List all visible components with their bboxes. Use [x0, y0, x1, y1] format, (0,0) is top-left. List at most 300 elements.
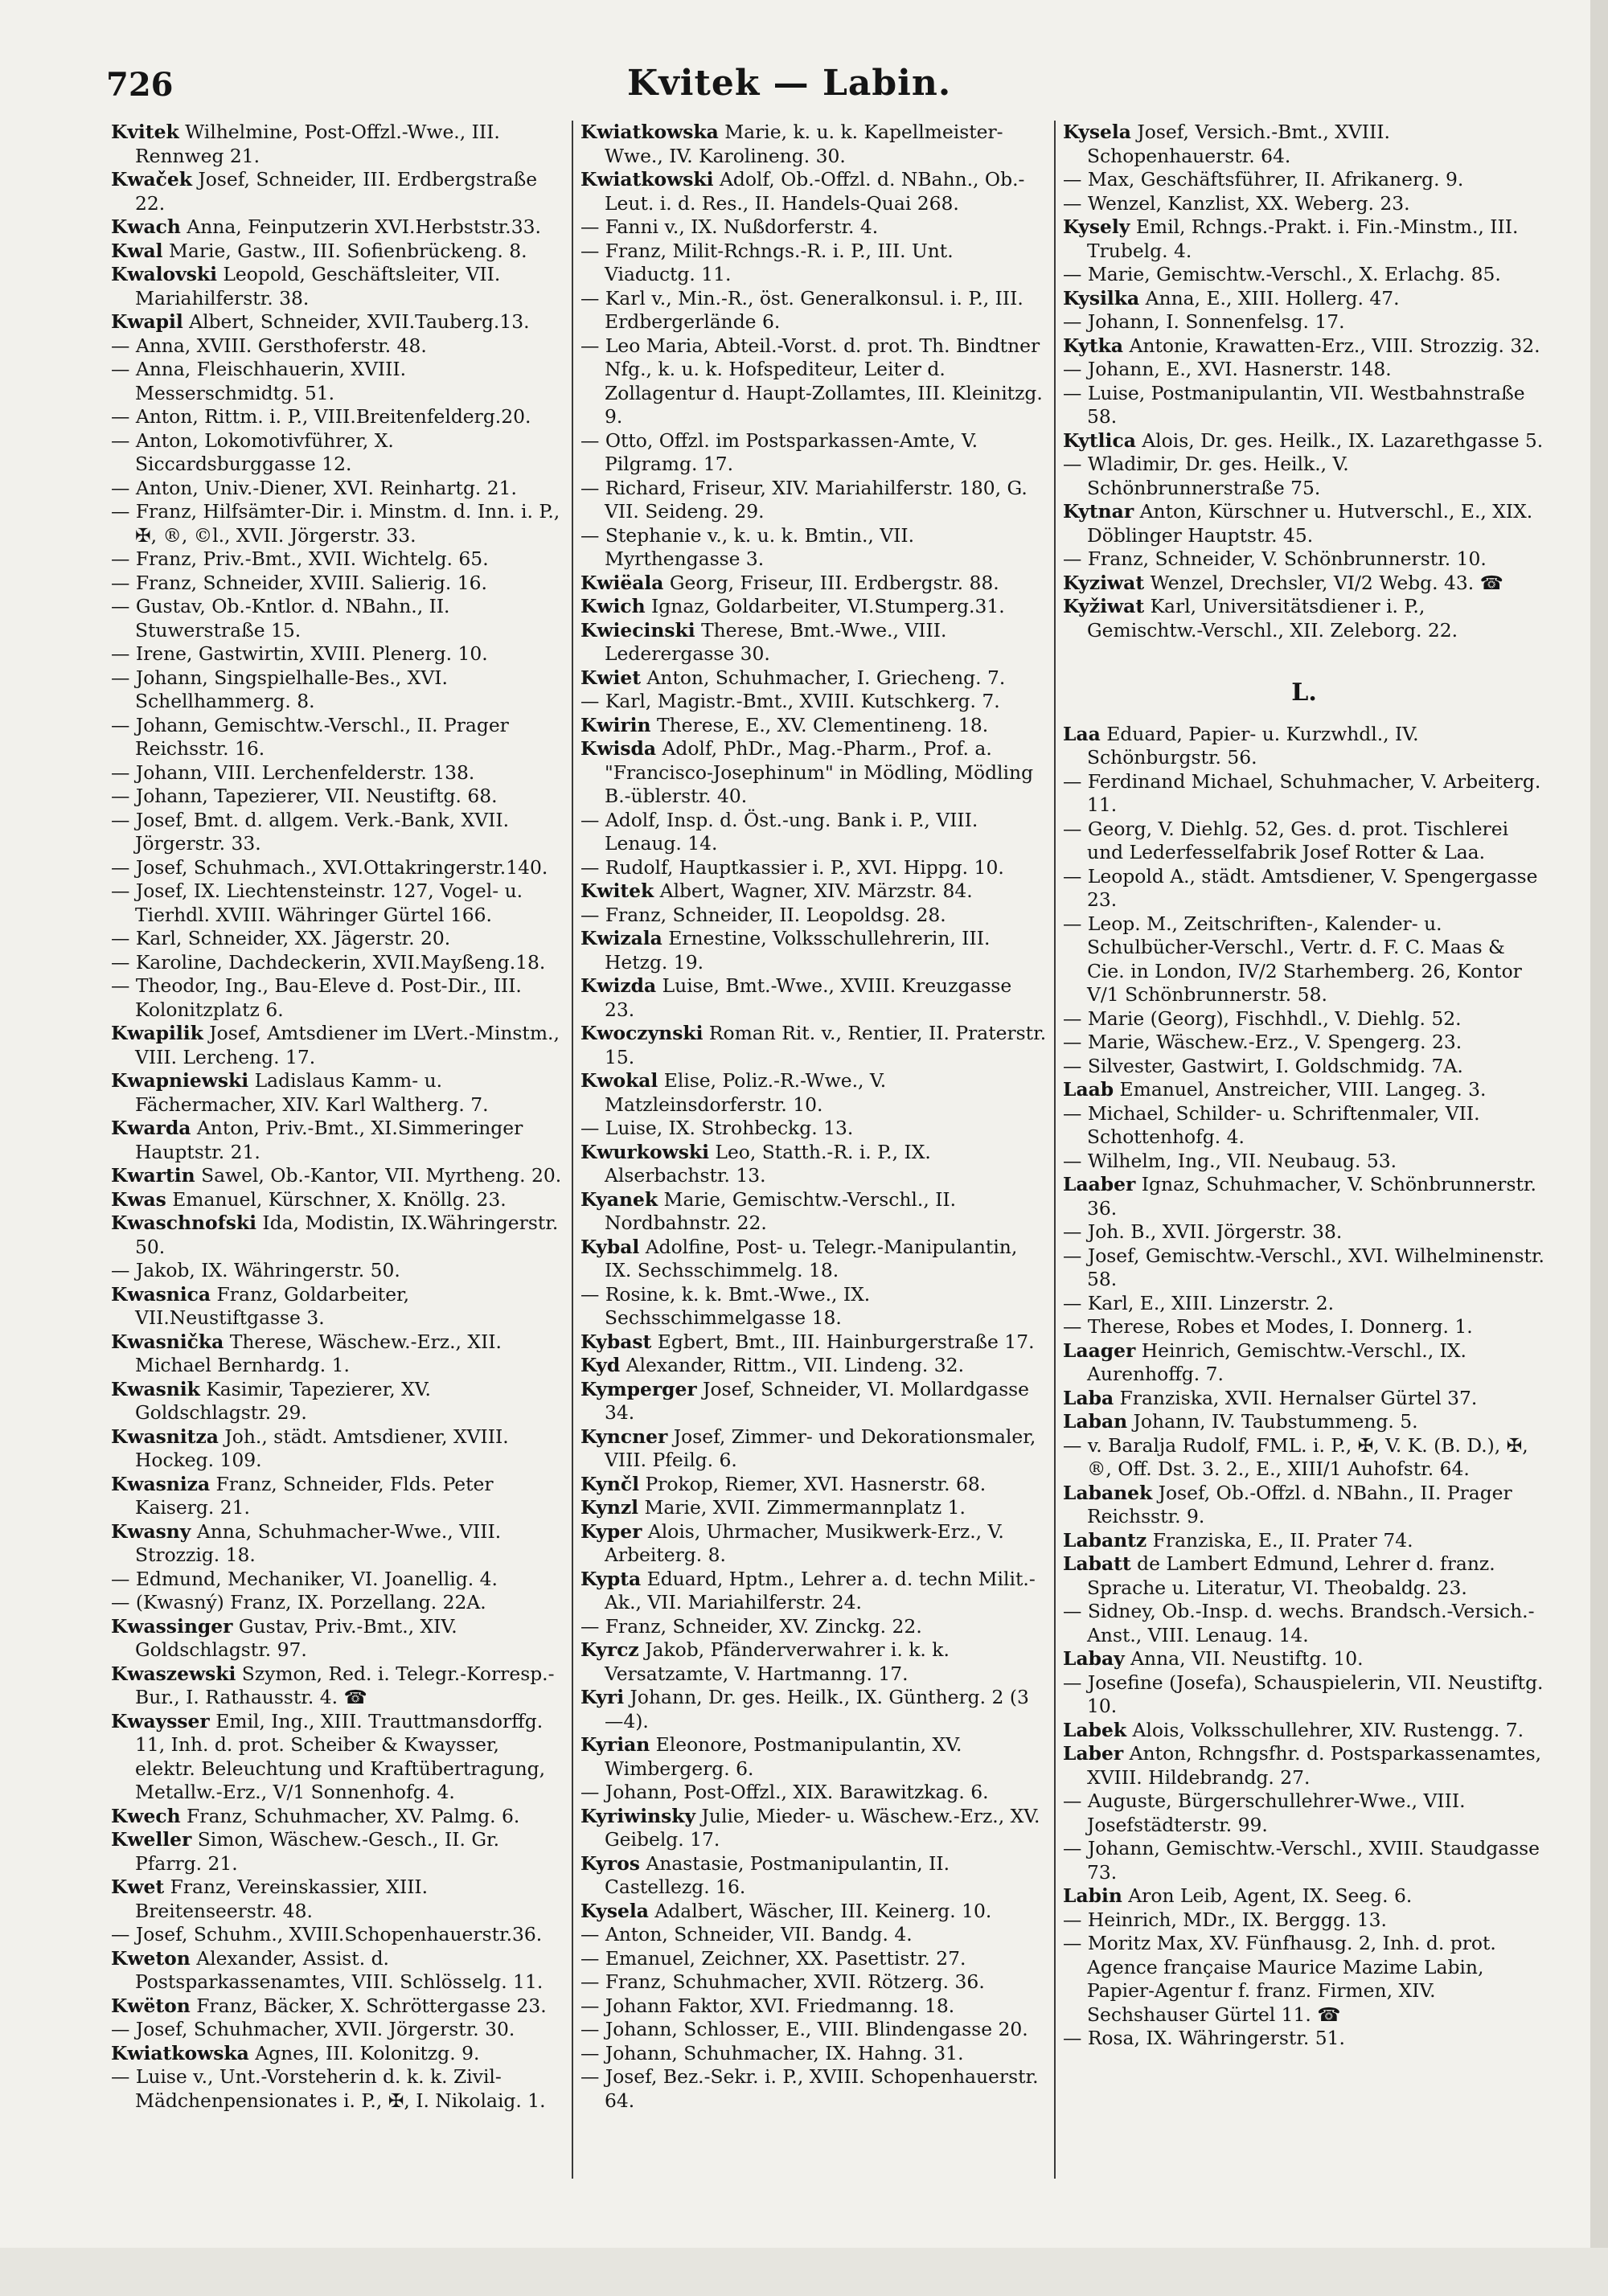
- directory-entry: [1063, 1671, 1545, 1719]
- directory-entry: [580, 904, 1047, 928]
- entry-details: — Therese, Robes et Modes, I. Donnerg. 1.: [1063, 1315, 1473, 1338]
- directory-entry: [1063, 912, 1545, 1007]
- entry-details: Alexander, Rittm., VII. Lindeng. 32.: [620, 1354, 965, 1376]
- directory-entry: [111, 429, 565, 477]
- entry-details: — Leop. M., Zeitschriften-, Kalender- u. Schulbücher-Verschl., Vertr. d. F. C. Maas & Cie. in London, IV/2 Starhemberg. 26, Kontor V/1 Schönbrunnerstr. 58.: [1063, 912, 1522, 1006]
- entry-details: Marie, k. u. k. Kapellmeister-Wwe., IV. Karolineng. 30.: [605, 121, 1003, 167]
- entry-surname: Kwiatkowski: [580, 168, 714, 191]
- entry-details: Emil, Ing., XIII. Trauttmansdorffg. 11, Inh. d. prot. Scheiber & Kwaysser, elektr. Beleuchtung und Kraftübertragung, Metallw.-Erz., V/1 Sonnenhofg. 4.: [135, 1709, 546, 1803]
- directory-entry: [580, 1117, 1047, 1141]
- entry-details: Anna, Feinputzerin XVI.Herbststr.33.: [180, 215, 541, 238]
- directory-entry: [111, 168, 565, 215]
- entry-surname: Kweton: [111, 1946, 191, 1970]
- entry-details: Marie, XVII. Zimmermannplatz 1.: [638, 1496, 966, 1519]
- entry-surname: Kysely: [1063, 215, 1130, 238]
- entry-surname: Kwiecinski: [580, 618, 695, 642]
- entry-surname: Kyžiwat: [1063, 595, 1145, 617]
- directory-entry: [580, 215, 1047, 240]
- entry-details: — Anton, Univ.-Diener, XVI. Reinhartg. 21.: [111, 476, 517, 499]
- directory-entry: [1063, 1150, 1545, 1174]
- directory-entry: [580, 879, 1047, 904]
- entry-details: Karl, Universitätsdiener i. P., Gemischtw.-Verschl., XII. Zeleborg. 22.: [1087, 595, 1458, 642]
- entry-details: Emanuel, Anstreicher, VIII. Langeg. 3.: [1114, 1078, 1487, 1101]
- directory-entry: [580, 1496, 1047, 1520]
- directory-entry: [580, 1970, 1047, 1995]
- entry-details: Eduard, Hptm., Lehrer a. d. techn Milit.-Ak., VII. Mariahilferstr. 24.: [605, 1567, 1036, 1613]
- directory-entry: [111, 1520, 565, 1568]
- directory-entry: [1063, 1552, 1545, 1600]
- directory-entry: [580, 1900, 1047, 1924]
- entry-details: — Otto, Offzl. im Postsparkassen-Amte, V. Pilgramg. 17.: [580, 428, 978, 475]
- entry-surname: Kwurkowski: [580, 1140, 709, 1163]
- directory-entry: [1063, 429, 1545, 453]
- directory-entry: [1063, 215, 1545, 263]
- directory-entry: [580, 1236, 1047, 1283]
- directory-entry: [1063, 1647, 1545, 1671]
- entry-details: — Gustav, Ob.-Kntlor. d. NBahn., II. Stuwerstraße 15.: [111, 595, 450, 642]
- directory-entry: [580, 429, 1047, 477]
- directory-entry: [111, 1212, 565, 1259]
- entry-surname: Kwapniewski: [111, 1069, 249, 1092]
- entry-details: — Johann, Gemischtw.-Verschl., II. Prager Reichsstr. 16.: [111, 713, 509, 760]
- entry-details: Franz, Bäcker, X. Schröttergasse 23.: [190, 1994, 547, 2017]
- directory-entry: [1063, 1292, 1545, 1316]
- directory-entry: [1063, 1884, 1545, 1909]
- entry-details: — Jakob, IX. Währingerstr. 50.: [111, 1259, 400, 1281]
- entry-details: — Josef, Bmt. d. allgem. Verk.-Bank, XVII. Jörgerstr. 33.: [111, 808, 510, 855]
- entry-details: Ida, Modistin, IX.Währingerstr. 50.: [135, 1212, 559, 1258]
- directory-entry: [1063, 1055, 1545, 1079]
- directory-entry: [580, 1520, 1047, 1568]
- directory-entry: [580, 1615, 1047, 1639]
- entry-surname: Kwach: [111, 215, 181, 238]
- directory-entry: [111, 215, 565, 240]
- entry-details: Adolfine, Post- u. Telegr.-Manipulantin, IX. Sechsschimmelg. 18.: [605, 1235, 1018, 1281]
- entry-details: Leopold, Geschäftsleiter, VII. Mariahilferstr. 38.: [135, 263, 501, 310]
- entry-details: — Johann, Schlosser, E., VIII. Blindengasse 20.: [580, 2018, 1028, 2040]
- entry-details: — Luise v., Unt.-Vorsteherin d. k. k. Zivil-Mädchenpensionates i. P., ✠, I. Nikolaig. 1.: [111, 2065, 546, 2112]
- directory-entry: [1063, 572, 1545, 596]
- entry-surname: Labantz: [1063, 1528, 1147, 1552]
- directory-entry: [580, 666, 1047, 691]
- directory-entry: [1063, 1031, 1545, 1055]
- entry-details: — Rosine, k. k. Bmt.-Wwe., IX. Sechsschimmelgasse 18.: [580, 1282, 871, 1329]
- entry-details: — Franz, Milit-Rchngs.-R. i. P., III. Unt. Viaductg. 11.: [580, 239, 954, 285]
- directory-entry: [111, 761, 565, 785]
- entry-details: Emil, Rchngs.-Prakt. i. Fin.-Minstm., III. Trubelg. 4.: [1087, 215, 1519, 262]
- entry-details: Marie, Gemischtw.-Verschl., II. Nordbahnstr. 22.: [605, 1187, 957, 1234]
- entry-details: Prokop, Riemer, XVI. Hasnerstr. 68.: [639, 1472, 987, 1495]
- directory-entry: [580, 524, 1047, 572]
- directory-entry: [580, 1141, 1047, 1188]
- entry-details: Josef, Versich.-Bmt., XVIII. Schopenhauerstr. 64.: [1087, 121, 1390, 167]
- entry-details: Therese, Bmt.-Wwe., VIII. Lederergasse 30.: [605, 618, 947, 665]
- directory-entry: [580, 1568, 1047, 1615]
- entry-details: Jakob, Pfänderverwahrer i. k. k. Versatzamte, V. Hartmanng. 17.: [605, 1638, 950, 1685]
- directory-entry: [111, 595, 565, 642]
- entry-surname: Kynčl: [580, 1472, 640, 1495]
- column-divider: [1054, 121, 1056, 2179]
- directory-entry: [111, 1947, 565, 1995]
- entry-details: Therese, E., XV. Clementineng. 18.: [650, 713, 989, 736]
- entry-surname: Kyros: [580, 1851, 640, 1875]
- directory-entry: [111, 240, 565, 264]
- entry-details: — Joh. B., XVII. Jörgerstr. 38.: [1063, 1220, 1343, 1243]
- entry-details: — Karl v., Min.-R., öst. Generalkonsul. i. P., III. Erdbergerlände 6.: [580, 286, 1023, 333]
- entry-surname: Kwech: [111, 1804, 181, 1827]
- entry-details: Aron Leib, Agent, IX. Seeg. 6.: [1122, 1884, 1413, 1907]
- entry-details: Adalbert, Wäscher, III. Keinerg. 10.: [648, 1899, 992, 1922]
- directory-entry: [1063, 1434, 1545, 1482]
- directory-entry: [111, 856, 565, 880]
- entry-details: — Johann, E., XVI. Hasnerstr. 148.: [1063, 358, 1392, 380]
- directory-entry: [111, 1330, 565, 1378]
- directory-entry: [580, 927, 1047, 974]
- entry-details: Egbert, Bmt., III. Hainburgerstraße 17.: [651, 1330, 1035, 1353]
- directory-entry: [1063, 453, 1545, 500]
- entry-details: Anna, E., XIII. Hollerg. 47.: [1139, 286, 1400, 310]
- entry-details: Josef, Ob.-Offzl. d. NBahn., II. Prager Reichsstr. 9.: [1087, 1481, 1512, 1527]
- directory-entry: [580, 477, 1047, 524]
- page-bottom-margin: [0, 2248, 1608, 2296]
- entry-details: — Auguste, Bürgerschullehrer-Wwe., VIII. Josefstädterstr. 99.: [1063, 1790, 1466, 1836]
- entry-surname: Kwich: [580, 595, 646, 617]
- entry-details: Anna, VII. Neustiftg. 10.: [1124, 1647, 1364, 1670]
- entry-details: — Emanuel, Zeichner, XX. Pasettistr. 27.: [580, 1946, 966, 1970]
- entry-surname: Kwaschnofski: [111, 1212, 256, 1234]
- directory-entry: [111, 1615, 565, 1663]
- entry-surname: Laaber: [1063, 1173, 1136, 1195]
- directory-entry: [111, 809, 565, 856]
- entry-details: — Rudolf, Hauptkassier i. P., XVI. Hippg. 10.: [580, 855, 1004, 879]
- directory-entry: [111, 714, 565, 761]
- entry-details: Georg, Friseur, III. Erdbergstr. 88.: [663, 571, 999, 594]
- entry-details: — Leo Maria, Abteil.-Vorst. d. prot. Th. Bindtner Nfg., k. u. k. Hofspediteur, Leiter d. Zollagentur d. Haupt-Zollamtes, III. Kleinitzg. 9.: [580, 334, 1043, 428]
- directory-entry: [111, 500, 565, 547]
- page-edge-shadow: [1590, 0, 1608, 2296]
- entry-details: — (Kwasný) Franz, IX. Porzellang. 22A.: [111, 1591, 486, 1613]
- directory-entry: [580, 1686, 1047, 1733]
- entry-surname: Kwaszewski: [111, 1662, 236, 1685]
- entry-details: — Anna, XVIII. Gersthoferstr. 48.: [111, 334, 427, 357]
- directory-entry: [111, 1591, 565, 1615]
- entry-surname: Kyncner: [580, 1425, 668, 1448]
- entry-surname: Kwirin: [580, 713, 651, 736]
- entry-surname: Kwëton: [111, 1994, 191, 2017]
- entry-surname: Kwiatkowska: [580, 121, 719, 143]
- entry-surname: Kwasnitza: [111, 1425, 219, 1448]
- entry-surname: Kwalovski: [111, 263, 217, 285]
- entry-surname: Kweller: [111, 1828, 192, 1851]
- directory-entry: [1063, 595, 1545, 642]
- entry-details: Alois, Volksschullehrer, XIV. Rustengg. 7.: [1126, 1718, 1524, 1741]
- entry-surname: Kwisda: [580, 737, 657, 760]
- directory-entry: [111, 358, 565, 405]
- directory-entry: [1063, 1837, 1545, 1884]
- directory-entry: [580, 572, 1047, 596]
- entry-details: — Wilhelm, Ing., VII. Neubaug. 53.: [1063, 1149, 1397, 1172]
- directory-entry: [111, 1568, 565, 1592]
- entry-surname: Kysilka: [1063, 286, 1140, 310]
- directory-entry: [111, 974, 565, 1022]
- entry-details: — Josef, Schuhmacher, XVII. Jörgerstr. 30.: [111, 2018, 515, 2040]
- directory-entry: [111, 1283, 565, 1330]
- entry-details: Franz, Vereinskassier, XIII. Breitenseerstr. 48.: [135, 1876, 429, 1922]
- entry-details: Antonie, Krawatten-Erz., VIII. Strozzig. 32.: [1123, 334, 1540, 357]
- entry-details: — Anton, Lokomotivführer, X. Siccardsburggasse 12.: [111, 428, 394, 475]
- entry-details: — Fanni v., IX. Nußdorferstr. 4.: [580, 215, 879, 238]
- directory-entry: [111, 547, 565, 572]
- entry-details: Josef, Schneider, VI. Mollardgasse 34.: [605, 1377, 1029, 1424]
- entry-details: de Lambert Edmund, Lehrer d. franz. Sprache u. Literatur, VI. Theobaldg. 23.: [1087, 1552, 1495, 1599]
- entry-surname: Laa: [1063, 722, 1101, 745]
- directory-entry: [580, 1781, 1047, 1805]
- directory-entry: [111, 1473, 565, 1520]
- entry-details: — Ferdinand Michael, Schuhmacher, V. Arbeiterg. 11.: [1063, 769, 1541, 816]
- entry-details: Alois, Dr. ges. Heilk., IX. Lazarethgasse 5.: [1135, 428, 1544, 452]
- entry-details: Adolf, PhDr., Mag.-Pharm., Prof. a. "Francisco-Josephinum" in Mödling, Mödling B.-üblerstr. 40.: [605, 737, 1034, 807]
- entry-surname: Laban: [1063, 1410, 1128, 1433]
- entry-details: — Franz, Schneider, XVIII. Salierig. 16.: [111, 571, 487, 594]
- entry-surname: Laab: [1063, 1078, 1114, 1101]
- entry-surname: Kwet: [111, 1876, 165, 1898]
- directory-entry: [1063, 1173, 1545, 1220]
- entry-details: — Marie, Gemischtw.-Verschl., X. Erlachg. 85.: [1063, 263, 1501, 285]
- entry-surname: Kyper: [580, 1519, 642, 1543]
- directory-entry: [1063, 1742, 1545, 1790]
- entry-surname: Kynzl: [580, 1496, 639, 1519]
- entry-details: — Josef, Schuhmach., XVI.Ottakringerstr.140.: [111, 855, 548, 879]
- directory-entry: [111, 2065, 565, 2113]
- entry-details: Wilhelmine, Post-Offzl.-Wwe., III. Rennweg 21.: [135, 121, 500, 167]
- entry-surname: Kwiatkowska: [111, 2041, 249, 2064]
- section-letter: L.: [1291, 679, 1317, 707]
- entry-details: Anton, Schuhmacher, I. Griecheng. 7.: [641, 666, 1006, 689]
- entry-details: Marie, Gastw., III. Sofienbrückeng. 8.: [162, 239, 527, 262]
- directory-entry: [111, 951, 565, 975]
- entry-details: Julie, Mieder- u. Wäschew.-Erz., XV. Geibelg. 17.: [605, 1804, 1040, 1851]
- entry-surname: Kytka: [1063, 334, 1124, 357]
- entry-details: Johann, Dr. ges. Heilk., IX. Güntherg. 2 (3—4).: [605, 1686, 1029, 1732]
- entry-details: — Adolf, Insp. d. Öst.-ung. Bank i. P., VIII. Lenaug. 14.: [580, 808, 978, 855]
- entry-details: — Franz, Schneider, XV. Zinckg. 22.: [580, 1614, 922, 1638]
- directory-entry: [1063, 192, 1545, 216]
- entry-surname: Kyrcz: [580, 1638, 639, 1661]
- entry-details: Elise, Poliz.-R.-Wwe., V. Matzleinsdorferstr. 10.: [605, 1069, 887, 1116]
- directory-entry: [111, 121, 565, 168]
- directory-entry: [111, 1710, 565, 1805]
- directory-entry: [111, 927, 565, 951]
- entry-details: Emanuel, Kürschner, X. Knöllg. 23.: [166, 1187, 507, 1211]
- entry-surname: Kwal: [111, 239, 163, 262]
- directory-entry: [1063, 547, 1545, 572]
- entry-surname: Kyri: [580, 1686, 625, 1708]
- directory-entry: [580, 2065, 1047, 2113]
- directory-entry: [1063, 770, 1545, 818]
- directory-entry: [1063, 2027, 1545, 2051]
- entry-details: — Leopold A., städt. Amtsdiener, V. Spengergasse 23.: [1063, 864, 1538, 911]
- entry-details: Gustav, Priv.-Bmt., XIV. Goldschlagstr. 97.: [135, 1614, 457, 1661]
- directory-entry: [111, 2018, 565, 2042]
- entry-surname: Labatt: [1063, 1552, 1131, 1575]
- directory-entry: [111, 1069, 565, 1117]
- directory-entry: [580, 334, 1047, 429]
- entry-surname: Kymperger: [580, 1377, 697, 1400]
- entry-details: — Johann, VIII. Lerchenfelderstr. 138.: [111, 761, 475, 784]
- entry-details: — Wladimir, Dr. ges. Heilk., V. Schönbrunnerstraße 75.: [1063, 453, 1349, 499]
- directory-entry: [1063, 1339, 1545, 1387]
- entry-details: — Johann, Tapezierer, VII. Neustiftg. 68.: [111, 785, 498, 807]
- directory-entry: [111, 1995, 565, 2019]
- directory-entry: [111, 1663, 565, 1710]
- directory-entry: [1063, 723, 1545, 770]
- directory-entry: [580, 737, 1047, 809]
- entry-surname: Kwizda: [580, 974, 657, 997]
- directory-entry: [111, 1923, 565, 1947]
- directory-entry: [1063, 310, 1545, 334]
- entry-surname: Kyziwat: [1063, 571, 1145, 594]
- entry-details: Szymon, Red. i. Telegr.-Korresp.-Bur., I. Rathausstr. 4. ☎: [135, 1662, 555, 1708]
- entry-details: Leo, Statth.-R. i. P., IX. Alserbachstr. 13.: [605, 1140, 931, 1187]
- directory-entry: [1063, 1600, 1545, 1647]
- directory-entry: [1063, 818, 1545, 865]
- directory-entry: [580, 121, 1047, 168]
- directory-entry: [580, 1473, 1047, 1497]
- directory-entry: [111, 405, 565, 429]
- directory-entry: [580, 619, 1047, 666]
- column-divider: [572, 121, 573, 2179]
- entry-details: Anastasie, Postmanipulantin, II. Castellezg. 16.: [605, 1851, 950, 1898]
- entry-details: Heinrich, Gemischtw.-Verschl., IX. Aurenhoffg. 7.: [1087, 1339, 1466, 1385]
- directory-entry: [111, 1188, 565, 1212]
- directory-entry: [580, 1069, 1047, 1117]
- entry-details: — Anna, Fleischhauerin, XVIII. Messerschmidtg. 51.: [111, 358, 407, 404]
- entry-details: Ignaz, Schuhmacher, V. Schönbrunnerstr. 36.: [1087, 1173, 1536, 1220]
- entry-details: — Johann, Schuhmacher, IX. Hahng. 31.: [580, 2041, 964, 2064]
- entry-details: — Karoline, Dachdeckerin, XVII.Mayßeng.18.: [111, 950, 546, 974]
- entry-surname: Labanek: [1063, 1481, 1153, 1504]
- entry-surname: Kwasny: [111, 1519, 191, 1543]
- entry-surname: Labek: [1063, 1718, 1127, 1741]
- entry-surname: Kwiet: [580, 666, 642, 689]
- directory-entry: [1063, 1932, 1545, 2027]
- entry-details: — v. Baralja Rudolf, FML. i. P., ✠, V. K. (B. D.), ✠, ®, Off. Dst. 3. 2., E., XIII/1 Auhofstr. 64.: [1063, 1433, 1528, 1480]
- entry-details: — Karl, E., XIII. Linzerstr. 2.: [1063, 1291, 1335, 1314]
- entry-details: Albert, Wagner, XIV. Märzstr. 84.: [654, 879, 973, 902]
- entry-details: Ladislaus Kamm- u. Fächermacher, XIV. Karl Waltherg. 7.: [135, 1069, 489, 1116]
- directory-entry: [1063, 1220, 1545, 1244]
- entry-details: — Irene, Gastwirtin, XVIII. Plenerg. 10.: [111, 642, 488, 665]
- entry-details: — Josef, IX. Liechtensteinstr. 127, Vogel- u. Tierhdl. XVIII. Währinger Gürtel 166.: [111, 879, 523, 926]
- entry-details: — Georg, V. Diehlg. 52, Ges. d. prot. Tischlerei und Lederfesselfabrik Josef Rotter & Laa.: [1063, 817, 1509, 863]
- entry-surname: Laager: [1063, 1339, 1136, 1362]
- directory-entry: [1063, 1387, 1545, 1411]
- entry-surname: Kwasniza: [111, 1472, 211, 1495]
- directory-entry: [1063, 263, 1545, 287]
- entry-surname: Kytlica: [1063, 428, 1136, 452]
- directory-entry: [580, 809, 1047, 856]
- entry-details: — Rosa, IX. Währingerstr. 51.: [1063, 2027, 1345, 2049]
- entry-details: — Theodor, Ing., Bau-Eleve d. Post-Dir., III. Kolonitzplatz 6.: [111, 974, 522, 1021]
- directory-column-3: [1063, 121, 1545, 2051]
- entry-surname: Kybal: [580, 1235, 640, 1258]
- directory-entry: [1063, 1790, 1545, 1837]
- entry-details: Franziska, E., II. Prater 74.: [1147, 1528, 1413, 1552]
- entry-surname: Kwartin: [111, 1164, 195, 1187]
- entry-details: — Josef, Bez.-Sekr. i. P., XVIII. Schopenhauerstr. 64.: [580, 2065, 1039, 2112]
- entry-surname: Kwokal: [580, 1069, 658, 1092]
- directory-entry: [1063, 1007, 1545, 1031]
- directory-entry: [111, 785, 565, 809]
- entry-details: — Edmund, Mechaniker, VI. Joanellig. 4.: [111, 1567, 498, 1590]
- entry-details: Wenzel, Drechsler, VI/2 Webg. 43. ☎: [1144, 571, 1503, 594]
- entry-details: — Karl, Schneider, XX. Jägerstr. 20.: [111, 927, 451, 949]
- entry-details: — Franz, Schneider, V. Schönbrunnerstr. 10.: [1063, 547, 1487, 570]
- entry-details: Ignaz, Goldarbeiter, VI.Stumperg.31.: [645, 595, 1005, 617]
- entry-details: Alexander, Assist. d. Postsparkassenamtes, VIII. Schlösselg. 11.: [135, 1946, 544, 1993]
- entry-details: — Sidney, Ob.-Insp. d. wechs. Brandsch.-Versich.-Anst., VIII. Lenaug. 14.: [1063, 1600, 1535, 1646]
- directory-entry: [580, 287, 1047, 334]
- entry-details: Johann, IV. Taubstummeng. 5.: [1127, 1410, 1418, 1433]
- entry-surname: Kwarda: [111, 1117, 191, 1139]
- entry-details: — Franz, Priv.-Bmt., XVII. Wichtelg. 65.: [111, 547, 489, 570]
- directory-entry: [111, 263, 565, 310]
- entry-details: — Stephanie v., k. u. k. Bmtin., VII. Myrthengasse 3.: [580, 523, 915, 570]
- entry-surname: Labay: [1063, 1647, 1125, 1670]
- entry-details: — Anton, Schneider, VII. Bandg. 4.: [580, 1923, 913, 1945]
- directory-entry: [111, 2042, 565, 2066]
- directory-entry: [111, 1117, 565, 1164]
- directory-entry: [111, 1828, 565, 1876]
- directory-entry: [1063, 1909, 1545, 1933]
- entry-surname: Kyrian: [580, 1733, 650, 1756]
- entry-details: — Josef, Schuhm., XVIII.Schopenhauerstr.36.: [111, 1923, 543, 1945]
- directory-entry: [1063, 1410, 1545, 1434]
- entry-details: Anton, Rchngsfhr. d. Postsparkassenamtes, XVIII. Hildebrandg. 27.: [1087, 1742, 1542, 1789]
- entry-surname: Laber: [1063, 1742, 1124, 1765]
- entry-details: Sawel, Ob.-Kantor, VII. Myrtheng. 20.: [195, 1164, 562, 1187]
- directory-entry: [580, 1923, 1047, 1947]
- directory-entry: [580, 1378, 1047, 1425]
- page-number: 726: [106, 66, 174, 104]
- entry-details: Anton, Priv.-Bmt., XI.Simmeringer Hauptstr. 21.: [135, 1117, 523, 1163]
- directory-column-1: [111, 121, 565, 2113]
- directory-entry: [111, 1805, 565, 1829]
- entry-details: — Josef, Gemischtw.-Verschl., XVI. Wilhelminenstr. 58.: [1063, 1244, 1544, 1290]
- directory-entry: [580, 1354, 1047, 1378]
- entry-details: Kasimir, Tapezierer, XV. Goldschlagstr. 29.: [135, 1377, 431, 1424]
- entry-details: — Anton, Rittm. i. P., VIII.Breitenfelderg.20.: [111, 405, 531, 428]
- entry-details: — Karl, Magistr.-Bmt., XVIII. Kutschkerg. 7.: [580, 690, 1000, 712]
- directory-entry: [1063, 865, 1545, 912]
- directory-entry: [1063, 121, 1545, 168]
- entry-details: Franz, Goldarbeiter, VII.Neustiftgasse 3.: [135, 1282, 410, 1329]
- directory-entry: [580, 714, 1047, 738]
- directory-entry: [1063, 1315, 1545, 1339]
- entry-surname: Kwitek: [580, 879, 654, 902]
- entry-details: — Michael, Schilder- u. Schriftenmaler, VII. Schottenhofg. 4.: [1063, 1101, 1480, 1148]
- entry-surname: Kytnar: [1063, 500, 1134, 523]
- entry-details: Anna, Schuhmacher-Wwe., VIII. Strozzig. 18.: [135, 1519, 502, 1566]
- directory-entry: [580, 1022, 1047, 1069]
- entry-details: Simon, Wäschew.-Gesch., II. Gr. Pfarrg. 21.: [135, 1828, 500, 1875]
- entry-details: — Johann, Post-Offzl., XIX. Barawitzkag. 6.: [580, 1781, 989, 1803]
- entry-details: Franziska, XVII. Hernalser Gürtel 37.: [1114, 1386, 1478, 1409]
- directory-entry: [111, 666, 565, 714]
- entry-details: — Marie, Wäschew.-Erz., V. Spengerg. 23.: [1063, 1031, 1462, 1053]
- directory-entry: [1063, 1482, 1545, 1529]
- entry-details: — Johann, I. Sonnenfelsg. 17.: [1063, 310, 1345, 333]
